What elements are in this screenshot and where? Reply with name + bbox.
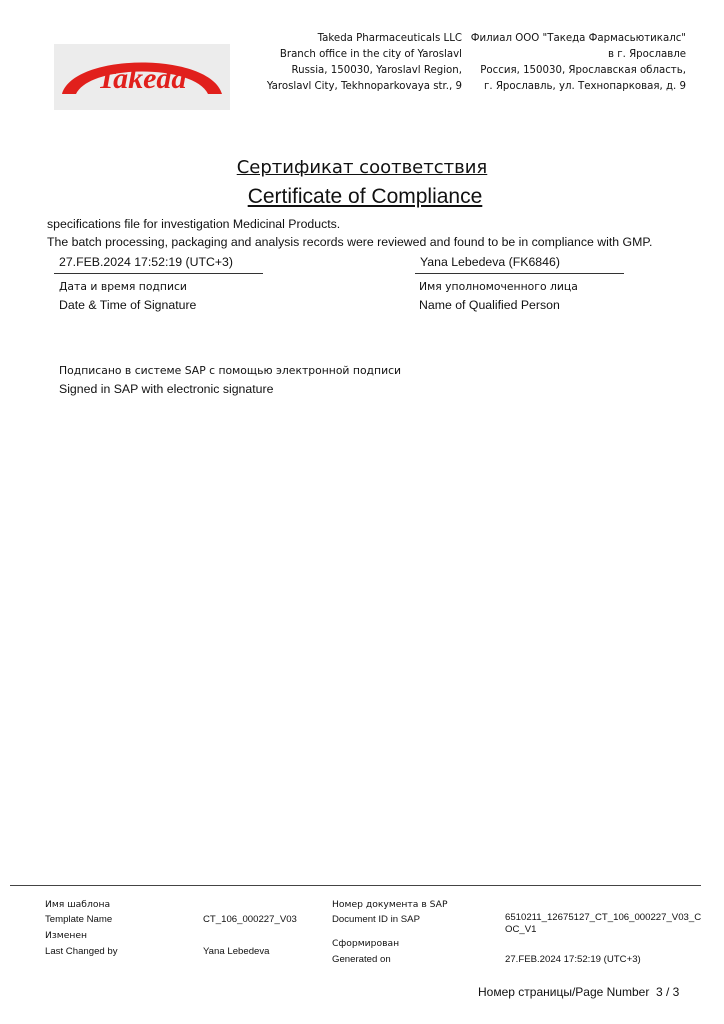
document-title-english: Certificate of Compliance: [247, 185, 483, 208]
last-changed-label-ru: Изменен: [45, 930, 88, 941]
qualified-person-rule: [415, 273, 624, 274]
document-id-label-en: Document ID in SAP: [332, 914, 420, 925]
page-number: [478, 985, 679, 999]
address-ru-line: Филиал ООО "Такеда Фармасьютикалс": [470, 33, 686, 44]
page-number-value: 3 / 3: [656, 985, 680, 999]
address-en-line: Takeda Pharmaceuticals LLC: [317, 33, 462, 44]
sap-signature-note-ru: Подписано в системе SAP с помощью электронной подписи: [59, 364, 402, 377]
page-number-label: Номер страницы/Page Number: [478, 985, 650, 999]
signature-datetime-rule: [54, 273, 263, 274]
last-changed-label-en: Last Changed by: [45, 946, 118, 957]
address-english: [250, 31, 462, 95]
address-en-line: Branch office in the city of Yaroslavl: [279, 49, 462, 60]
qualified-person-label-en: Name of Qualified Person: [419, 298, 560, 312]
generated-label-en: Generated on: [332, 954, 391, 965]
address-ru-line: в г. Ярославле: [608, 49, 686, 60]
sap-signature-note-en: Signed in SAP with electronic signature: [59, 382, 274, 396]
template-name-label-en: Template Name: [45, 914, 113, 925]
signature-datetime-value: 27.FEB.2024 17:52:19 (UTC+3): [59, 255, 233, 269]
address-ru-line: г. Ярославль, ул. Технопарковая, д. 9: [484, 81, 686, 92]
document-title-russian: Сертификат соответствия: [236, 157, 488, 178]
template-name-value: CT_106_000227_V03: [203, 914, 297, 925]
takeda-logo: [54, 44, 230, 110]
signature-datetime-label-en: Date & Time of Signature: [59, 298, 197, 312]
takeda-logo-mark: [54, 44, 230, 110]
address-en-line: Yaroslavl City, Tekhnoparkovaya str., 9: [266, 81, 462, 92]
logo-wordmark: Takeda: [97, 62, 187, 95]
document-id-value: 6510211_12675127_CT_106_000227_V03_COC_V1: [505, 912, 702, 935]
generated-label-ru: Сформирован: [332, 938, 400, 949]
signature-datetime-label-ru: Дата и время подписи: [59, 280, 187, 293]
generated-value: 27.FEB.2024 17:52:19 (UTC+3): [505, 954, 641, 965]
template-name-label-ru: Имя шаблона: [45, 899, 111, 910]
address-en-line: Russia, 150030, Yaroslavl Region,: [291, 65, 462, 76]
body-text-line: The batch processing, packaging and analysis records were reviewed and found to be in compliance with GMP.: [47, 235, 653, 249]
footer-divider: [10, 885, 701, 886]
body-text-line: specifications file for investigation Medicinal Products.: [47, 217, 341, 231]
qualified-person-value: Yana Lebedeva (FK6846): [420, 255, 560, 269]
document-id-label-ru: Номер документа в SAP: [332, 899, 448, 910]
address-russian: [470, 31, 686, 95]
address-ru-line: Россия, 150030, Ярославская область,: [480, 65, 686, 76]
last-changed-value: Yana Lebedeva: [203, 946, 270, 957]
qualified-person-label-ru: Имя уполномоченного лица: [419, 280, 578, 293]
